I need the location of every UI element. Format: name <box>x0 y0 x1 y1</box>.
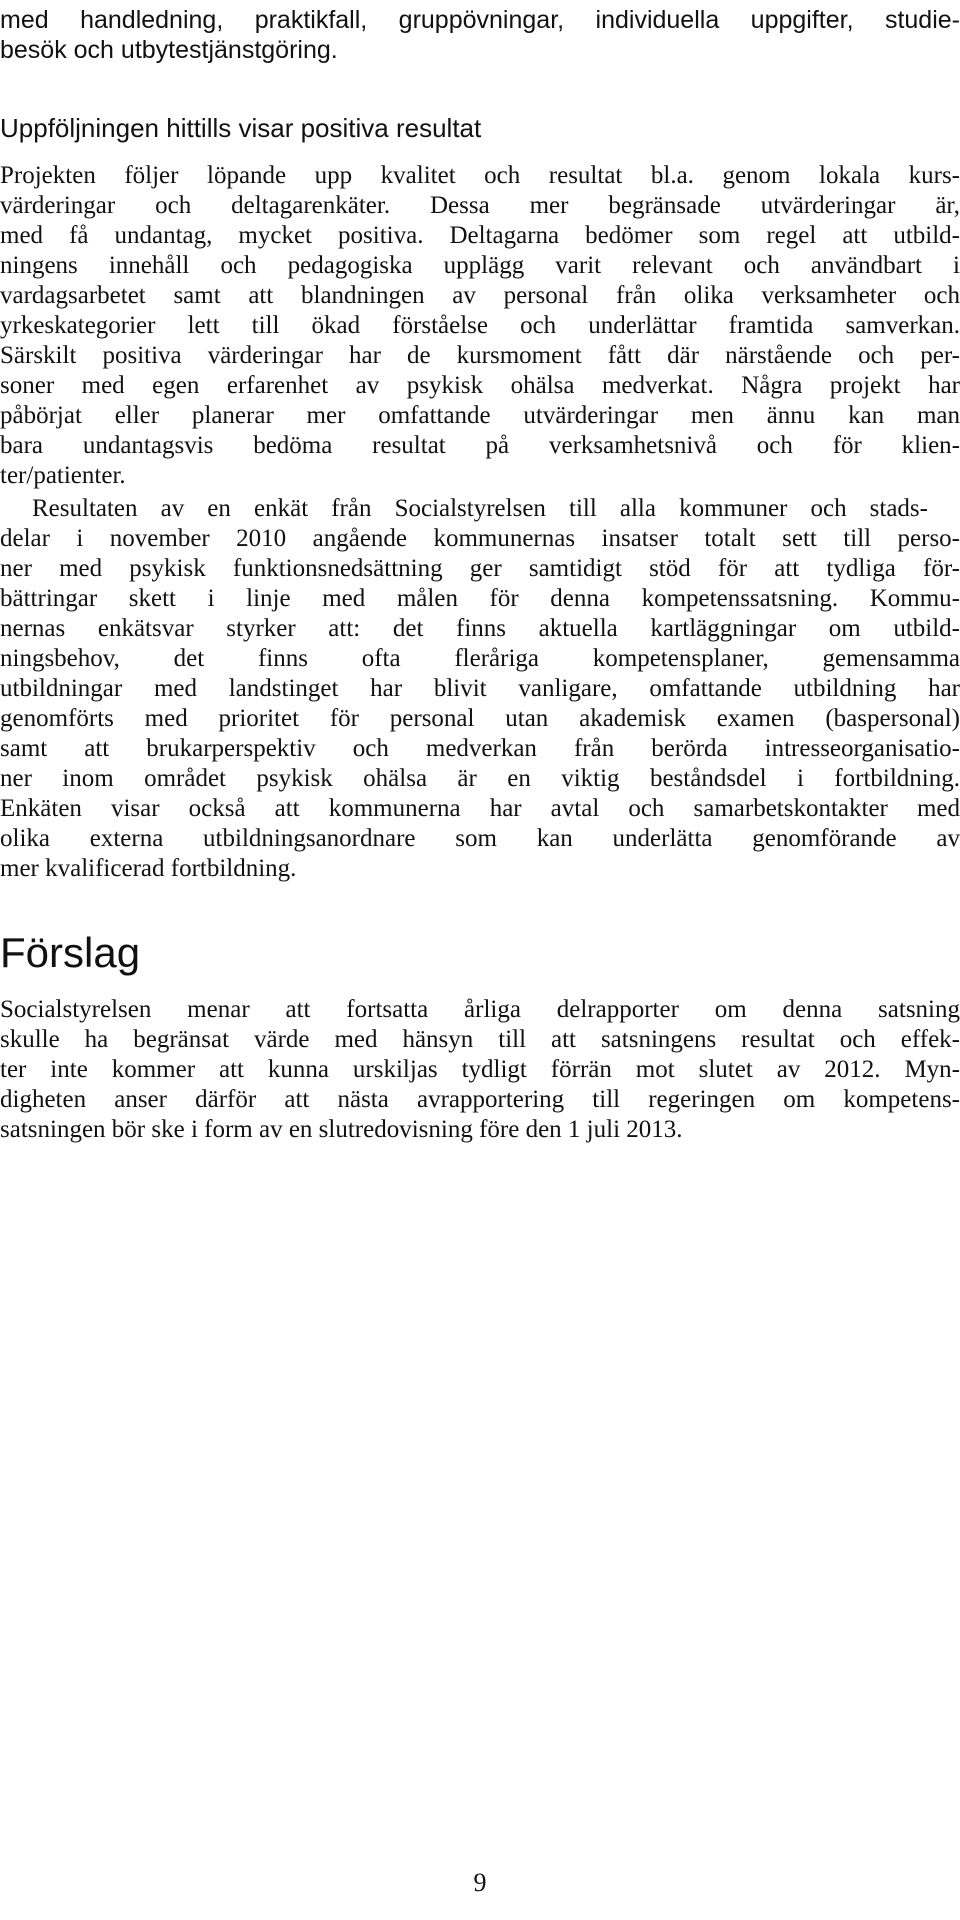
text-line: samt att brukarperspektiv och medverkan från berörda intresseorganisatio- <box>0 735 960 762</box>
section-heading-proposal: Förslag <box>0 929 141 976</box>
text-line: Särskilt positiva värderingar har de kursmoment fått där närstående och per- <box>0 342 960 369</box>
text-line: nernas enkätsvar styrker att: det finns aktuella kartläggningar om utbild- <box>0 615 960 642</box>
text-line: ningens innehåll och pedagogiska upplägg varit relevant och användbart i <box>0 252 960 279</box>
text-line: ter/patienter. <box>0 462 126 489</box>
page-number: 9 <box>473 1868 487 1897</box>
text-line: digheten anser därför att nästa avrapportering till regeringen om kompetens- <box>0 1086 960 1113</box>
text-line: Resultaten av en enkät från Socialstyrelsen till alla kommuner och stads- <box>32 495 928 522</box>
text-line: mer kvalificerad fortbildning. <box>0 855 297 882</box>
text-line: utbildningar med landstinget har blivit vanligare, omfattande utbildning har <box>0 675 960 702</box>
text-line: bara undantagsvis bedöma resultat på verksamhetsnivå och för klien- <box>0 432 960 459</box>
text-line: Enkäten visar också att kommunerna har avtal och samarbetskontakter med <box>0 795 960 822</box>
text-line: ter inte kommer att kunna urskiljas tydligt förrän mot slutet av 2012. Myn- <box>0 1056 960 1083</box>
text-line: med handledning, praktikfall, gruppövningar, individuella uppgifter, studie- <box>0 6 960 34</box>
text-line: bättringar skett i linje med målen för denna kompetenssatsning. Kommu- <box>0 585 960 612</box>
text-line: olika externa utbildningsanordnare som kan underlätta genomförande av <box>0 825 960 852</box>
text-line: ner inom området psykisk ohälsa är en viktig beståndsdel i fortbildning. <box>0 765 960 792</box>
text-line: delar i november 2010 angående kommunernas insatser totalt sett till perso- <box>0 525 960 552</box>
text-line: ner med psykisk funktionsnedsättning ger samtidigt stöd för att tydliga för- <box>0 555 960 582</box>
text-line: värderingar och deltagarenkäter. Dessa mer begränsade utvärderingar är, <box>0 192 960 219</box>
text-line: soner med egen erfarenhet av psykisk ohälsa medverkat. Några projekt har <box>0 372 960 399</box>
text-line: yrkeskategorier lett till ökad förståelse och underlättar framtida samverkan. <box>0 312 960 339</box>
text-line: Socialstyrelsen menar att fortsatta årliga delrapporter om denna satsning <box>0 996 960 1023</box>
text-line: satsningen bör ske i form av en slutredovisning före den 1 juli 2013. <box>0 1116 683 1143</box>
text-line: skulle ha begränsat värde med hänsyn till att satsningens resultat och effek- <box>0 1026 960 1053</box>
text-line: med få undantag, mycket positiva. Deltagarna bedömer som regel att utbild- <box>0 222 960 249</box>
text-line: Projekten följer löpande upp kvalitet och resultat bl.a. genom lokala kurs- <box>0 162 960 189</box>
text-line: påbörjat eller planerar mer omfattande utvärderingar men ännu kan man <box>0 402 960 429</box>
text-line: ningsbehov, det finns ofta fleråriga kompetensplaner, gemensamma <box>0 645 960 672</box>
text-line: vardagsarbetet samt att blandningen av personal från olika verksamheter och <box>0 282 960 309</box>
section-heading-followup: Uppföljningen hittills visar positiva resultat <box>0 113 482 143</box>
text-line: genomförts med prioritet för personal utan akademisk examen (baspersonal) <box>0 705 960 732</box>
text-line: besök och utbytestjänstgöring. <box>0 36 338 64</box>
